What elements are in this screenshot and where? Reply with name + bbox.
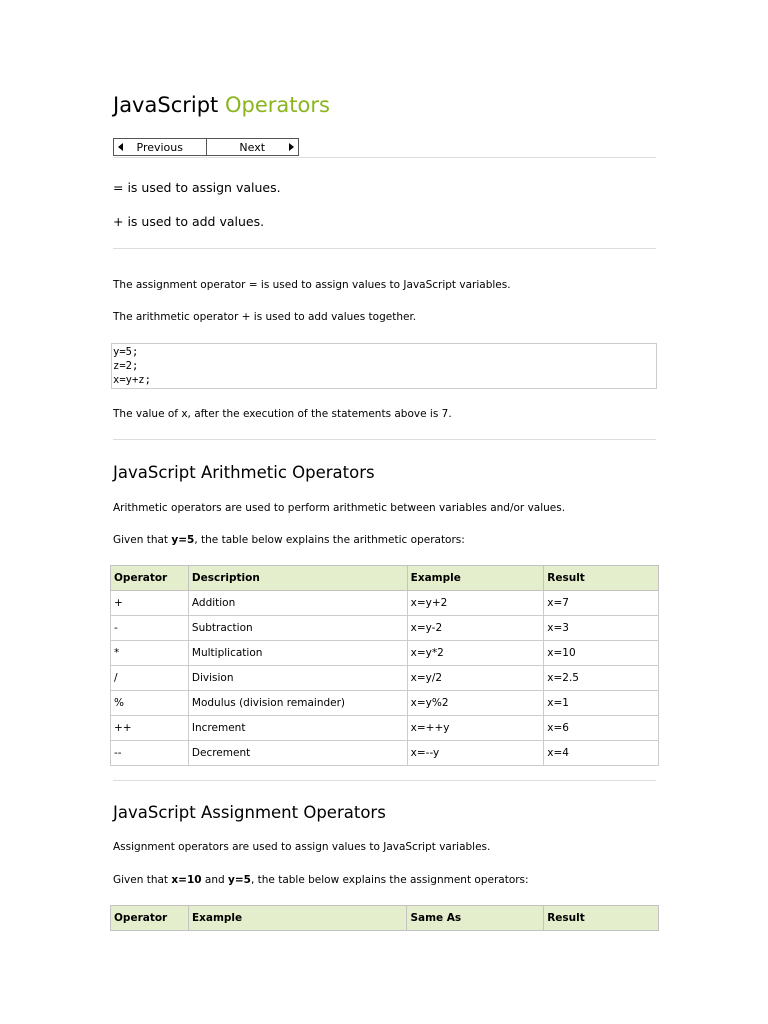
column-header: Example xyxy=(407,566,544,591)
table-cell: x=6 xyxy=(544,716,659,741)
next-button[interactable] xyxy=(206,139,299,155)
table-cell: x=4 xyxy=(544,741,659,766)
table-cell: x=y%2 xyxy=(407,691,544,716)
code-example xyxy=(111,343,657,389)
table-cell: x=10 xyxy=(544,641,659,666)
table-cell: Multiplication xyxy=(188,641,407,666)
table-header-row xyxy=(111,906,659,931)
previous-label: Previous xyxy=(136,140,183,154)
assignment-given xyxy=(113,874,529,886)
table-row xyxy=(111,591,659,616)
table-row xyxy=(111,716,659,741)
given-text: Given that xyxy=(113,534,172,546)
section-title-arithmetic: JavaScript Arithmetic Operators xyxy=(113,463,375,482)
divider xyxy=(113,157,656,158)
code-line: x=y+z; xyxy=(113,374,151,386)
column-header: Result xyxy=(544,906,659,931)
column-header: Operator xyxy=(111,906,189,931)
table-cell: / xyxy=(111,666,189,691)
table-cell: x=++y xyxy=(407,716,544,741)
given-value: x=10 xyxy=(171,874,202,886)
table-cell: x=y/2 xyxy=(407,666,544,691)
given-text: and xyxy=(201,874,229,886)
column-header: Same As xyxy=(407,906,544,931)
table-cell: Decrement xyxy=(188,741,407,766)
given-text: , the table below explains the assignment operators: xyxy=(250,874,529,886)
table-cell: x=2.5 xyxy=(544,666,659,691)
divider xyxy=(113,439,656,440)
given-value: y=5 xyxy=(171,534,195,546)
column-header: Description xyxy=(188,566,407,591)
assignment-description: Assignment operators are used to assign values to JavaScript variables. xyxy=(113,841,491,853)
paragraph-result: The value of x, after the execution of the statements above is 7. xyxy=(113,408,452,420)
table-cell: x=1 xyxy=(544,691,659,716)
page-title-accent: Operators xyxy=(224,93,330,117)
given-text: , the table below explains the arithmetic operators: xyxy=(194,534,465,546)
arithmetic-operators-table xyxy=(110,565,659,766)
arithmetic-given xyxy=(113,534,465,546)
table-row xyxy=(111,641,659,666)
page-title-main: JavaScript xyxy=(113,93,219,117)
table-cell: x=--y xyxy=(407,741,544,766)
table-cell: -- xyxy=(111,741,189,766)
given-value: y=5 xyxy=(228,874,251,886)
arrow-right-icon xyxy=(289,143,294,151)
table-cell: Modulus (division remainder) xyxy=(188,691,407,716)
column-header: Example xyxy=(188,906,407,931)
pagination-nav xyxy=(113,138,299,156)
table-cell: Increment xyxy=(188,716,407,741)
table-header-row xyxy=(111,566,659,591)
intro-line-2: + is used to add values. xyxy=(113,214,265,229)
table-row xyxy=(111,616,659,641)
given-text: Given that xyxy=(113,874,172,886)
table-cell: + xyxy=(111,591,189,616)
table-cell: % xyxy=(111,691,189,716)
intro-line-1: = is used to assign values. xyxy=(113,180,281,195)
table-row xyxy=(111,741,659,766)
arithmetic-description: Arithmetic operators are used to perform arithmetic between variables and/or values. xyxy=(113,502,566,514)
table-cell: x=7 xyxy=(544,591,659,616)
table-cell: x=y*2 xyxy=(407,641,544,666)
table-cell: Addition xyxy=(188,591,407,616)
table-cell: x=y-2 xyxy=(407,616,544,641)
table-cell: Subtraction xyxy=(188,616,407,641)
table-cell: x=3 xyxy=(544,616,659,641)
divider xyxy=(113,780,656,781)
table-cell: x=y+2 xyxy=(407,591,544,616)
table-cell: * xyxy=(111,641,189,666)
code-line: z=2; xyxy=(113,360,139,372)
table-cell: ++ xyxy=(111,716,189,741)
column-header: Result xyxy=(544,566,659,591)
paragraph-arithmetic-intro: The arithmetic operator + is used to add values together. xyxy=(113,311,417,323)
previous-button[interactable] xyxy=(114,139,206,155)
next-label: Next xyxy=(239,140,266,154)
arrow-left-icon xyxy=(118,143,123,151)
table-cell: - xyxy=(111,616,189,641)
column-header: Operator xyxy=(111,566,189,591)
table-row xyxy=(111,691,659,716)
table-cell: Division xyxy=(188,666,407,691)
paragraph-assignment-intro: The assignment operator = is used to assign values to JavaScript variables. xyxy=(113,279,511,291)
table-row xyxy=(111,666,659,691)
assignment-operators-table xyxy=(110,905,659,931)
divider xyxy=(113,248,656,249)
section-title-assignment: JavaScript Assignment Operators xyxy=(113,803,386,822)
code-line: y=5; xyxy=(113,346,139,358)
page-title xyxy=(113,93,330,117)
